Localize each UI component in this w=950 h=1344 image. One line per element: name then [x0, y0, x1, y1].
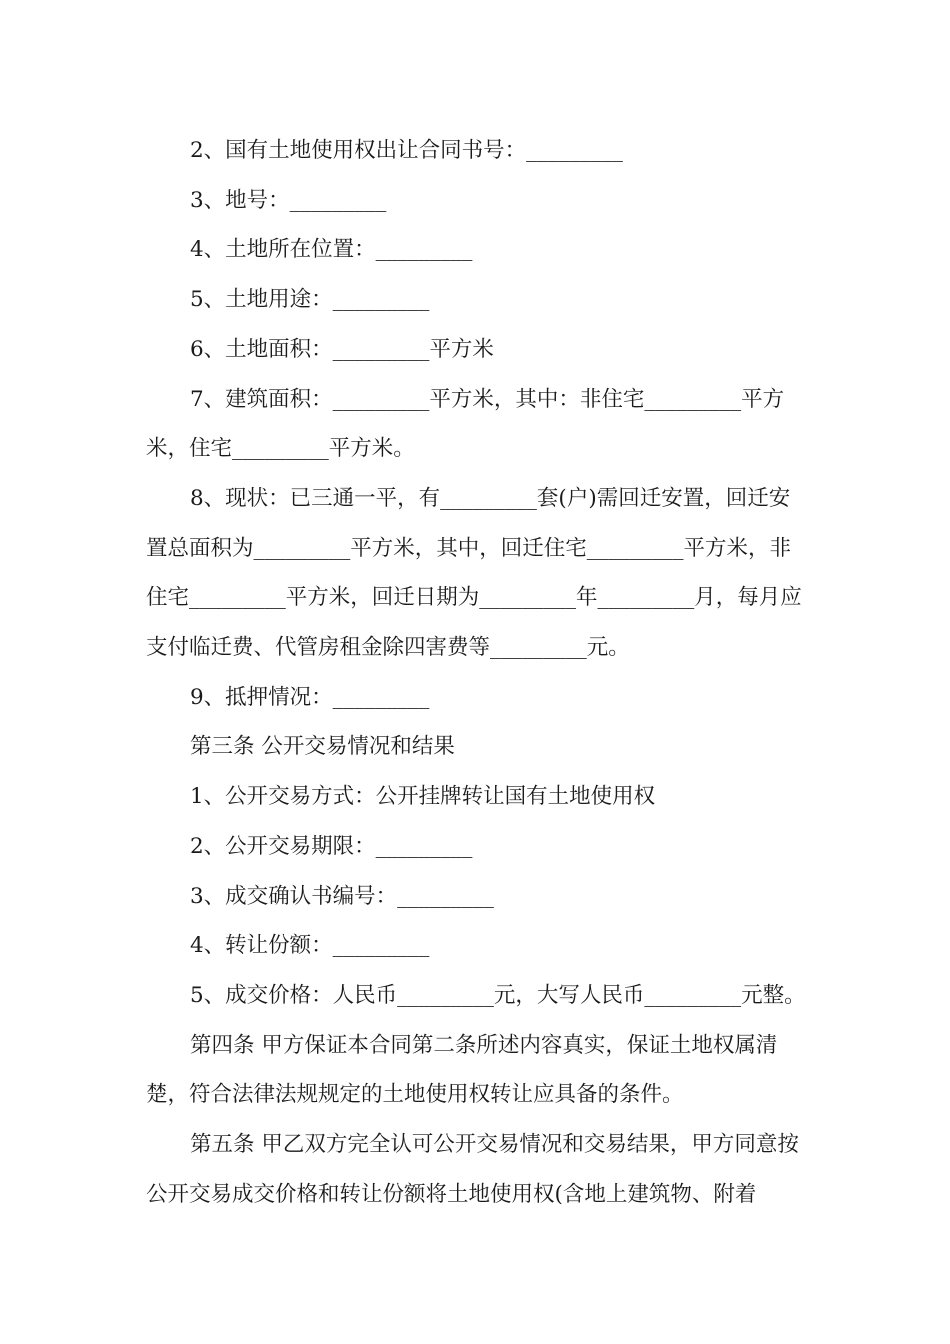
item-confirmation-number: 3、成交确认书编号：_________ [190, 883, 494, 909]
item-land-use: 5、土地用途：_________ [190, 287, 430, 313]
item-trade-period: 2、公开交易期限：_________ [190, 833, 473, 859]
item-transaction-price: 5、成交价格：人民币_________元，大写人民币_________元整。 [190, 982, 806, 1008]
item-trade-method: 1、公开交易方式：公开挂牌转让国有土地使用权 [190, 784, 656, 810]
document-body [146, 126, 810, 1219]
item-land-location: 4、土地所在位置：_________ [190, 237, 473, 263]
article-5: 第五条 甲乙双方完全认可公开交易情况和交易结果，甲方同意按公开交易成交价格和转让份额将土地使用权(含地上建筑物、附着 [146, 1132, 799, 1207]
item-transfer-share: 4、转让份额：_________ [190, 933, 430, 959]
item-lot-number: 3、地号：_________ [190, 187, 387, 213]
article-3-heading: 第三条 公开交易情况和结果 [190, 734, 455, 760]
item-land-area: 6、土地面积：_________平方米 [190, 336, 494, 362]
item-current-status: 8、现状：已三通一平，有_________套(户)需回迁安置，回迁安置总面积为_________平方米，其中，回迁住宅_________平方米，非住宅_________平方米，回迁日期为_________年_________月，每月应支付临迁费、代管房租金除四害费等_________元。 [146, 485, 802, 661]
item-contract-number: 2、国有土地使用权出让合同书号：_________ [190, 138, 623, 163]
item-mortgage: 9、抵押情况：_________ [190, 684, 430, 710]
item-building-area: 7、建筑面积：_________平方米，其中：非住宅_________平方米，住宅_________平方米。 [146, 386, 785, 462]
article-4: 第四条 甲方保证本合同第二条所述内容真实，保证土地权属清楚，符合法律法规规定的土地使用权转让应具备的条件。 [146, 1032, 778, 1108]
